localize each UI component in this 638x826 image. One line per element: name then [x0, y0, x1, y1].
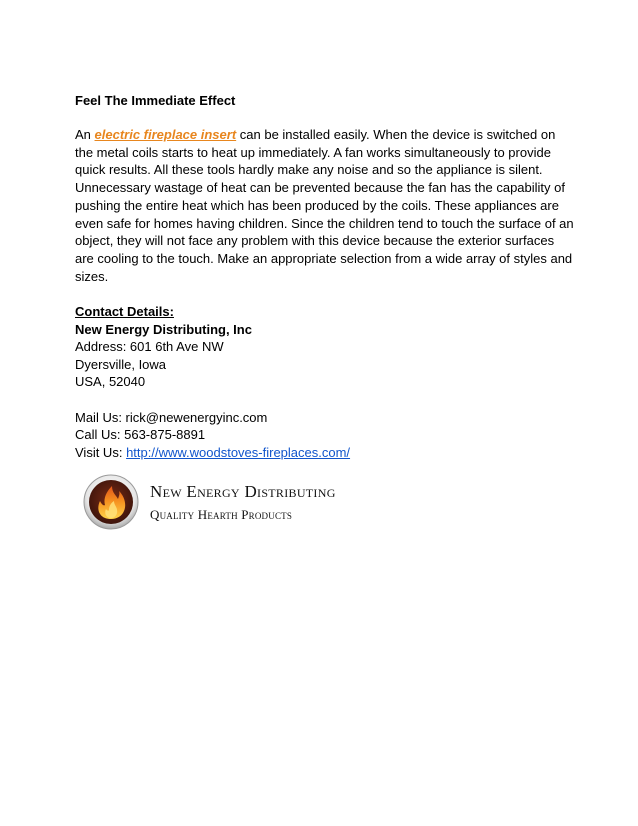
- intro-prefix: An: [75, 127, 95, 142]
- article-heading: Feel The Immediate Effect: [75, 93, 236, 108]
- logo-text: [150, 482, 336, 525]
- contact-title: Contact Details:: [75, 304, 174, 320]
- country-zip-line: USA, 52040: [75, 374, 146, 390]
- article-paragraph: [75, 126, 575, 285]
- article-body-text: can be installed easily. When the device is switched on the metal coils starts to heat up immediately. A fan works simultaneously to provide quick results. All these tools hardly make any noise and so the appliance is silent. Unnecessary wastage of heat can be prevented because the fan has the capability of pushing the entire heat which has been produced by the coils. These appliances are even safe for homes having children. Since the children tend to touch the surface of an object, they will not face any problem with this device because the exterior surfaces are cooling to the touch. Make an appropriate selection from a wide array of styles and sizes.: [75, 127, 574, 284]
- company-logo: [83, 474, 403, 534]
- logo-tagline: Quality Hearth Products: [150, 507, 293, 522]
- electric-fireplace-insert-link[interactable]: electric fireplace insert: [94, 127, 237, 142]
- logo-company-name: New Energy Distributing: [150, 482, 336, 501]
- spacer: [75, 391, 575, 409]
- address-line: Address: 601 6th Ave NW: [75, 339, 224, 355]
- visit-line: [75, 444, 575, 462]
- company-name: New Energy Distributing, Inc: [75, 321, 252, 337]
- website-link[interactable]: http://www.woodstoves-fireplaces.com/: [126, 444, 351, 460]
- mail-line: Mail Us: rick@newenergyinc.com: [75, 409, 268, 425]
- call-line: Call Us: 563-875-8891: [75, 427, 206, 443]
- contact-section: [75, 303, 575, 461]
- city-line: Dyersville, Iowa: [75, 356, 167, 372]
- document-body: [75, 92, 575, 461]
- flame-badge-icon: [83, 474, 139, 530]
- visit-prefix: Visit Us:: [75, 444, 127, 460]
